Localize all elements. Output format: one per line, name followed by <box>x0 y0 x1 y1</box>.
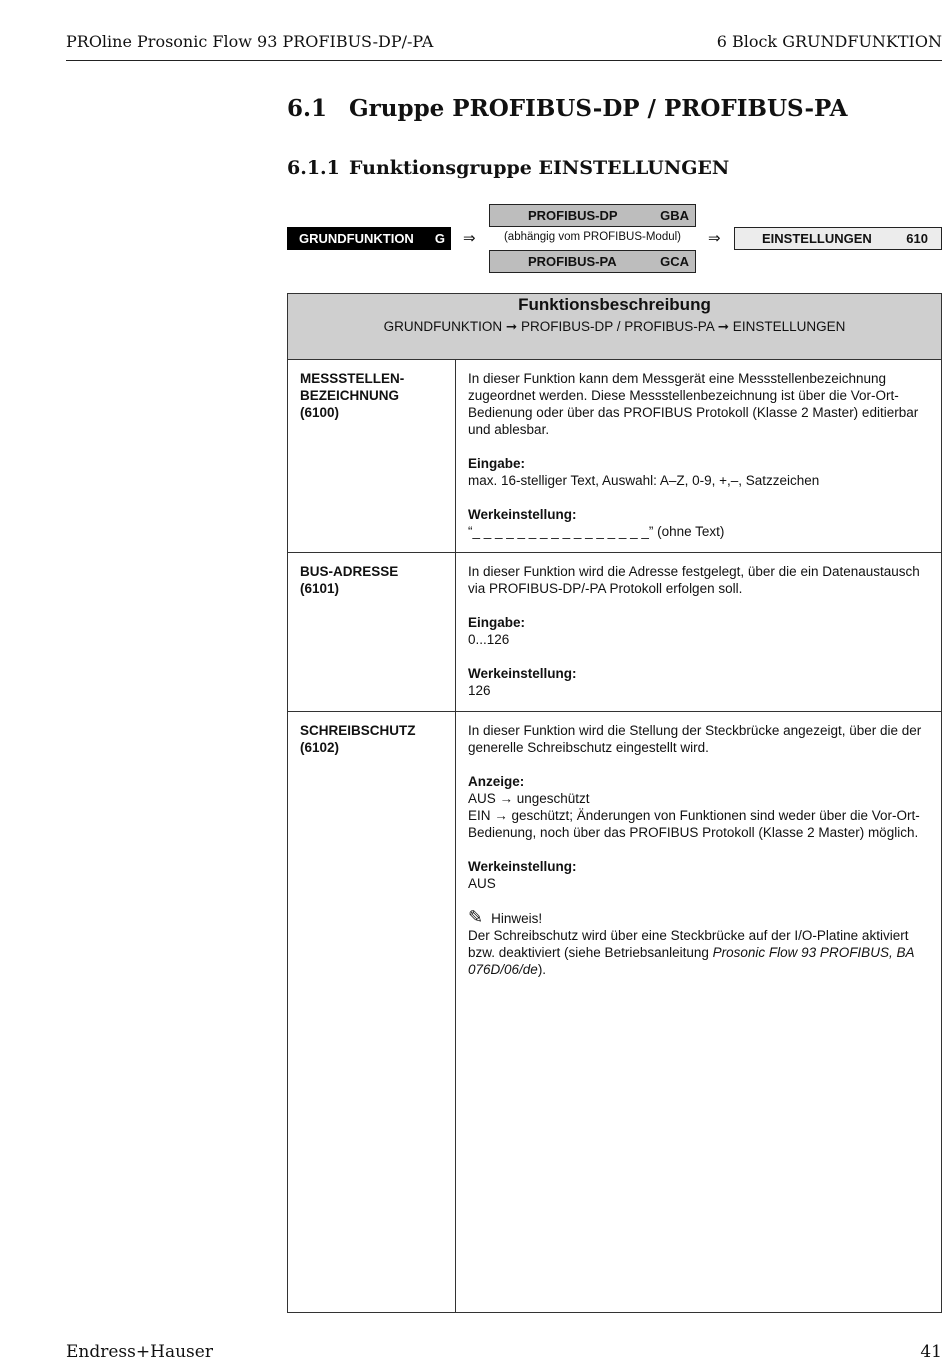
note-title: Hinweis! <box>491 911 543 926</box>
input-label: Eingabe: <box>468 615 526 630</box>
nav-einstellungen-box <box>734 227 942 250</box>
nav-profibus-pa-label: PROFIBUS-PA <box>528 254 617 269</box>
nav-arrow-icon: ⇒ <box>708 230 721 247</box>
row-description <box>456 712 942 1313</box>
subsection-title: Funktionsgruppe EINSTELLUNGEN <box>349 157 730 179</box>
row-label-line: MESSSTELLEN- <box>300 371 405 386</box>
table-row <box>288 553 942 712</box>
default-value: AUS <box>468 876 496 891</box>
nav-profibus-pa-box <box>489 250 696 273</box>
nav-einstellungen-label: EINSTELLUNGEN <box>762 231 872 246</box>
header-rule <box>66 60 942 61</box>
row-label <box>288 712 456 1313</box>
row-label <box>288 360 456 553</box>
nav-arrow-icon: ⇒ <box>463 230 476 247</box>
table-header <box>288 294 942 360</box>
section-number: 6.1 <box>287 95 328 122</box>
row-description <box>456 553 942 712</box>
display-aus: AUS → ungeschützt <box>468 791 590 806</box>
row-label-line: SCHREIBSCHUTZ <box>300 723 416 738</box>
header-chapter: 6 Block GRUNDFUNKTION <box>716 32 942 51</box>
default-label: Werkeinstellung: <box>468 507 577 522</box>
note-end: ). <box>537 962 547 977</box>
nav-profibus-dp-box <box>489 204 696 227</box>
nav-profibus-dp-label: PROFIBUS-DP <box>528 208 618 223</box>
input-value: 0...126 <box>468 632 510 647</box>
nav-einstellungen-code: 610 <box>906 231 928 246</box>
row-code: (6102) <box>300 740 340 755</box>
table-path: GRUNDFUNKTION ➞ PROFIBUS-DP / PROFIBUS-PA ➞ EINSTELLUNGEN <box>383 319 846 334</box>
note-body <box>468 927 929 978</box>
table-title: Funktionsbeschreibung <box>518 295 711 314</box>
note-text: Der Schreibschutz wird über eine Steckbrücke auf der I/O-Platine aktiviert bzw. deaktiviert (siehe Betriebsanleitung <box>468 928 909 960</box>
default-value: “_ _ _ _ _ _ _ _ _ _ _ _ _ _ _ _” (ohne Text) <box>468 524 725 539</box>
row-label-line: BEZEICHNUNG <box>300 388 400 403</box>
row-description <box>456 360 942 553</box>
subsection-heading <box>287 157 729 179</box>
nav-profibus-dp-code: GBA <box>660 208 689 223</box>
row-desc-text: In dieser Funktion wird die Adresse festgelegt, über die ein Datenaustausch via PROFIBUS-DP/-PA Protokoll erfolgen soll. <box>468 564 920 596</box>
subsection-number: 6.1.1 <box>287 157 340 179</box>
display-ein: EIN → geschützt; Änderungen von Funktionen sind weder über die Vor-Ort-Bedienung, noch über das PROFIBUS Protokoll (Klasse 2 Master) möglich. <box>468 808 920 840</box>
table-row <box>288 712 942 1313</box>
page-number: 41 <box>920 1342 942 1362</box>
row-code: (6100) <box>300 405 340 420</box>
nav-grundfunktion-box <box>287 227 451 250</box>
note-reference: Prosonic Flow 93 PROFIBUS, BA 076D/06/de <box>468 945 914 977</box>
display-label: Anzeige: <box>468 774 525 789</box>
input-label: Eingabe: <box>468 456 526 471</box>
default-value: 126 <box>468 683 491 698</box>
function-table <box>287 293 942 1313</box>
note-block <box>468 909 929 978</box>
input-value: max. 16-stelliger Text, Auswahl: A–Z, 0-9, +,–, Satzzeichen <box>468 473 820 488</box>
nav-module-note: (abhängig vom PROFIBUS-Modul) <box>503 231 682 243</box>
row-label <box>288 553 456 712</box>
default-label: Werkeinstellung: <box>468 859 577 874</box>
section-heading <box>287 95 847 122</box>
row-desc-text: In dieser Funktion wird die Stellung der Steckbrücke angezeigt, über die der generelle Schreibschutz eingestellt wird. <box>468 723 922 755</box>
row-label-line: BUS-ADRESSE <box>300 564 399 579</box>
row-desc-text: In dieser Funktion kann dem Messgerät eine Messstellenbezeichnung zugeordnet werden. Diese Messstellenbezeichnung ist über die Vor-Ort-Bedienung oder über das PROFIBUS Protokoll (Klasse 2 Master) editierbar und ablesbar. <box>468 371 919 437</box>
header-doc-title: PROline Prosonic Flow 93 PROFIBUS-DP/-PA <box>66 32 434 51</box>
row-code: (6101) <box>300 581 340 596</box>
section-title: Gruppe PROFIBUS-DP / PROFIBUS-PA <box>349 95 848 122</box>
footer-brand: Endress+Hauser <box>66 1342 213 1362</box>
nav-grundfunktion-code: G <box>434 231 445 246</box>
nav-grundfunktion-label: GRUNDFUNKTION <box>299 231 414 246</box>
nav-profibus-pa-code: GCA <box>660 254 689 269</box>
default-label: Werkeinstellung: <box>468 666 577 681</box>
table-row <box>288 360 942 553</box>
pencil-icon: ✎ <box>468 907 484 927</box>
